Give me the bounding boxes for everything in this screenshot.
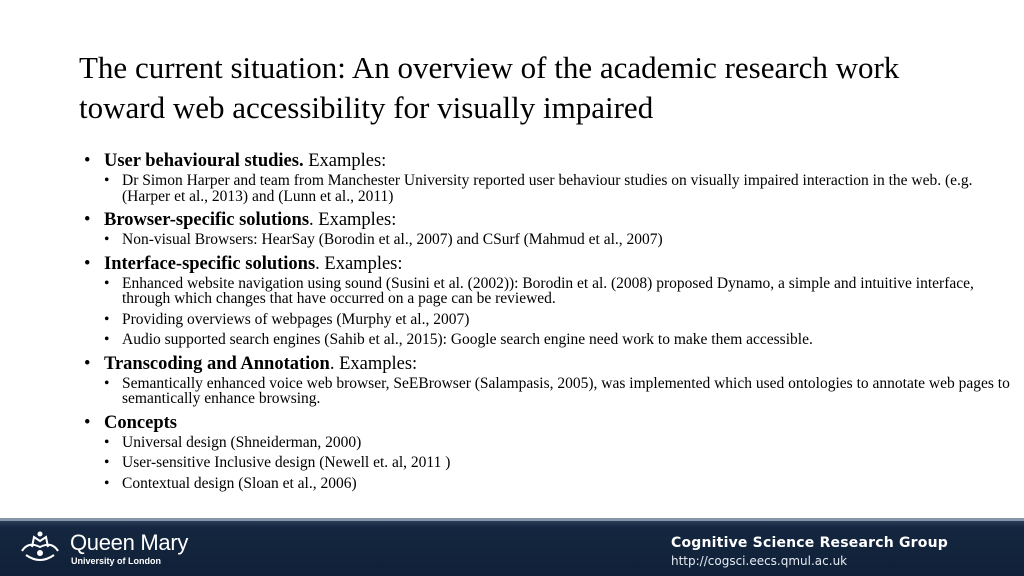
section-heading: Concepts [104, 412, 177, 433]
sub-item: • User-sensitive Inclusive design (Newell et. al, 2011 ) [104, 454, 451, 471]
sub-bullet-icon: • [104, 474, 110, 492]
slide-title: The current situation: An overview of the academic research work toward web accessibility for visually impaired [79, 50, 900, 125]
section-concepts [84, 412, 1014, 434]
sub-bullet-icon: • [104, 374, 110, 392]
section-heading: Transcoding and Annotation [104, 353, 330, 374]
section-interface-specific [84, 253, 1014, 275]
footer-bar [0, 518, 1024, 576]
sub-bullet-icon: • [104, 274, 110, 292]
bullet-icon: • [84, 412, 91, 433]
sub-bullet-icon: • [104, 433, 110, 451]
sub-bullet-icon: • [104, 331, 110, 348]
section-suffix: . Examples: [309, 210, 397, 230]
section-heading: Interface-specific solutions [104, 253, 316, 274]
sub-bullet-icon: • [104, 231, 110, 248]
sub-item: • Non-visual Browsers: HearSay (Borodin et al., 2007) and CSurf (Mahmud et al., 2007) [104, 231, 663, 248]
section-suffix: . Examples: [315, 253, 403, 274]
bullet-icon: • [84, 151, 91, 171]
sub-bullet-icon: • [104, 310, 110, 328]
section-suffix: Examples: [303, 151, 387, 171]
sub-item: • Audio supported search engines (Sahib et al., 2015): Google search engine need work to make them accessible. [104, 331, 813, 348]
section-heading: Browser-specific solutions [104, 210, 310, 230]
sub-item: • Semantically enhanced voice web browser, SeEBrowser (Salampasis, 2005), was implemented which used ontologies to annotate web pages to semantically enhance browsing. [104, 374, 1010, 407]
qmul-crest-icon [18, 529, 62, 567]
org-name: Queen Mary [70, 530, 189, 555]
sub-bullet-icon: • [104, 172, 110, 189]
section-browser-specific [84, 209, 1014, 231]
group-name: Cognitive Science Research Group [671, 535, 948, 551]
section-suffix: . Examples: [329, 353, 418, 374]
bullet-icon: • [84, 353, 91, 374]
bullet-icon: • [84, 253, 91, 274]
sub-bullet-icon: • [104, 454, 110, 471]
sub-item: • Contextual design (Sloan et al., 2006) [104, 474, 357, 492]
section-heading: User behavioural studies. [104, 151, 304, 171]
section-transcoding [84, 353, 1014, 375]
org-subtitle: University of London [71, 556, 161, 566]
group-url[interactable]: http://cogsci.eecs.qmul.ac.uk [671, 554, 848, 568]
sub-item: • Enhanced website navigation using sound (Susini et al. (2002)): Borodin et al. (2008) proposed Dynamo, a simple and intuitive interface, through which changes that have occurred on a page can be reviewed. [104, 274, 974, 307]
section-user-behavioural [84, 150, 1014, 172]
bullet-icon: • [84, 210, 91, 230]
sub-item: • Universal design (Shneiderman, 2000) [104, 433, 362, 451]
sub-item: • Dr Simon Harper and team from Manchester University reported user behaviour studies on visually impaired interaction in the web. (e.g. (Harper et al., 2013) and (Lunn et al., 2011) [104, 172, 973, 205]
slide-content [84, 150, 1014, 496]
sub-item: • Providing overviews of webpages (Murphy et al., 2007) [104, 310, 470, 328]
